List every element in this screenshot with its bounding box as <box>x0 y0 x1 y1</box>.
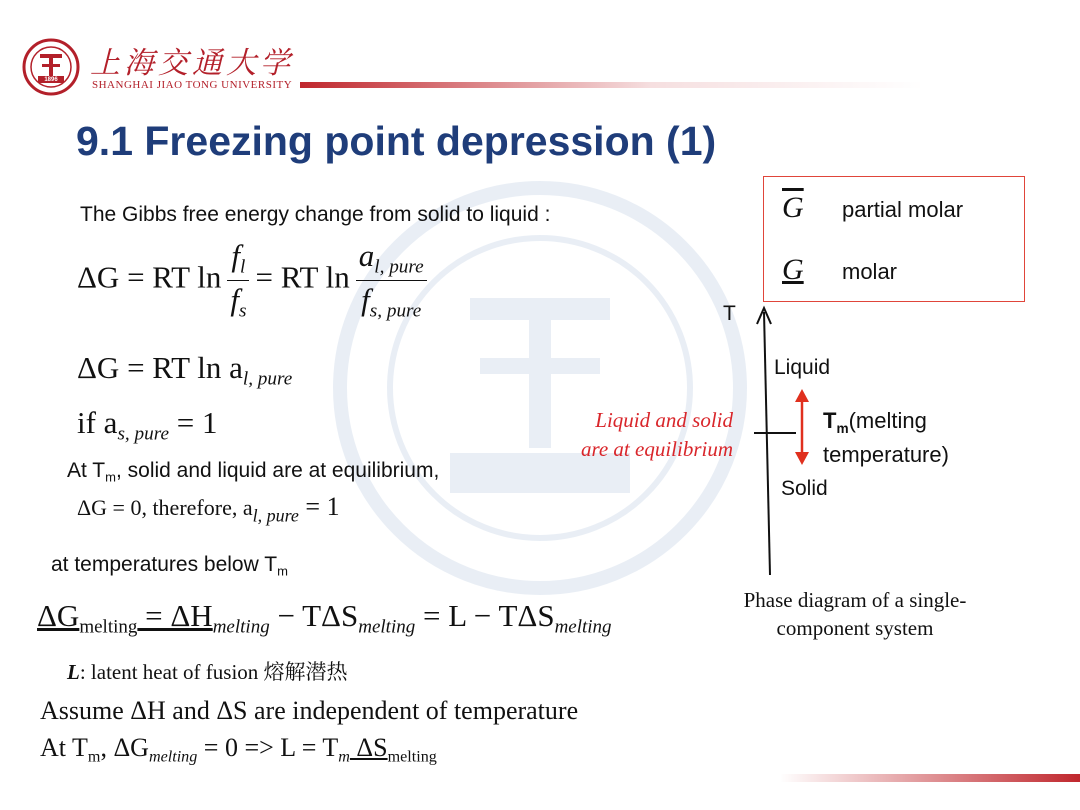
molar-symbol: G <box>782 253 804 286</box>
frac1-den: f <box>230 281 239 317</box>
assumption-text: Assume ΔH and ΔS are independent of temperature <box>40 696 579 725</box>
temperature-axis-label: T <box>723 302 736 325</box>
final-sub2: melting <box>148 748 198 766</box>
slide-title: 9.1 Freezing point depression (1) <box>76 118 717 164</box>
eq5-minus: − TΔS <box>269 598 359 633</box>
melting-temperature-label <box>823 408 949 468</box>
latent-text: : latent heat of fusion 熔解潜热 <box>79 660 348 684</box>
below-tm-text <box>51 553 288 579</box>
final-sub3: m <box>338 748 350 766</box>
melting-gibbs-equation <box>37 598 612 639</box>
latent-label: L <box>67 660 80 684</box>
eq1-mid: = RT ln <box>255 259 350 295</box>
tm-sub: m <box>836 420 849 436</box>
phase-diagram-caption <box>705 586 1005 642</box>
university-seal-icon <box>22 38 80 96</box>
frac2-num: a <box>358 238 375 273</box>
caption-line2: component system <box>776 616 934 640</box>
eq5-ds2-sub: melting <box>554 616 612 638</box>
frac2-den: f <box>361 281 370 317</box>
zero-gibbs-equation <box>77 492 340 526</box>
tm-rest1: (melting <box>848 408 927 433</box>
frac1-den-sub: s <box>238 300 247 322</box>
header-gradient-bar <box>300 82 1080 88</box>
tm-rest2: temperature) <box>823 441 949 467</box>
eq3-prefix: if a <box>77 405 118 440</box>
logo-english-name: SHANGHAI JIAO TONG UNIVERSITY <box>92 79 293 91</box>
temperature-axis <box>764 312 770 575</box>
equilibrium-statement <box>67 459 439 485</box>
university-logo <box>22 38 312 96</box>
gibbs-activity-equation <box>77 350 292 391</box>
below-sub: m <box>277 563 288 579</box>
tm-label: T <box>823 408 837 433</box>
eq5-dh-sub: melting <box>212 616 270 638</box>
at-tm-pre: At T <box>67 459 106 482</box>
latent-heat-definition <box>67 656 348 686</box>
logo-chinese-name: 上海交通大学 <box>90 46 294 81</box>
eq3-suffix: = 1 <box>169 405 218 440</box>
equilibrium-line2: are at equilibrium <box>580 437 733 461</box>
molar-label: molar <box>842 259 898 284</box>
eq4-text: ΔG = 0, therefore, a <box>77 495 253 520</box>
final-post2: ΔS <box>349 733 388 762</box>
eq2-sub: l, pure <box>242 368 293 390</box>
at-tm-sub: m <box>105 469 116 485</box>
partial-molar-label: partial molar <box>842 197 964 222</box>
seal-year: 1896 <box>44 77 58 83</box>
eq3-sub: s, pure <box>117 423 170 445</box>
frac1-num-sub: l <box>240 256 246 278</box>
final-pre: At T <box>40 733 88 762</box>
equilibrium-line1: Liquid and solid <box>595 408 733 432</box>
final-sub1: m <box>87 748 101 766</box>
final-post1: = 0 => L = T <box>197 733 339 762</box>
at-tm-post: , solid and liquid are at equilibrium, <box>115 459 440 482</box>
intro-text: The Gibbs free energy change from solid to liquid : <box>80 203 551 226</box>
solid-activity-condition <box>77 405 218 446</box>
notation-legend <box>763 176 1025 302</box>
eq4-sub: l, pure <box>252 505 299 526</box>
partial-molar-symbol: $\overline{G}$ <box>782 191 804 224</box>
arrow-down-icon <box>795 452 809 465</box>
footer-gradient-bar <box>780 774 1080 782</box>
fugacity-ratio <box>227 240 249 321</box>
final-sub4: melting <box>387 748 437 766</box>
latent-heat-equation <box>40 733 437 767</box>
final-mid: , ΔG <box>100 733 149 762</box>
frac2-num-sub: l, pure <box>374 256 424 278</box>
eq5-dg-sub: melting <box>79 616 138 638</box>
eq5-eq: = ΔH <box>137 598 213 633</box>
eq5-eq2: = L − TΔS <box>415 598 555 633</box>
axis-arrow-icon <box>757 308 771 324</box>
eq4-suffix: = 1 <box>298 492 340 521</box>
eq2-text: ΔG = RT ln a <box>77 350 243 385</box>
arrow-up-icon <box>795 389 809 402</box>
equilibrium-annotation <box>545 406 733 464</box>
gibbs-equation <box>77 240 433 321</box>
caption-line1: Phase diagram of a single- <box>743 588 967 612</box>
eq5-ds-sub: melting <box>358 616 416 638</box>
eq1-lhs: ΔG = RT ln <box>77 259 222 295</box>
eq5-dg: ΔG <box>37 598 80 633</box>
frac1-num: f <box>231 238 241 273</box>
activity-ratio <box>356 240 427 321</box>
below-text: at temperatures below T <box>51 553 278 576</box>
frac2-den-sub: s, pure <box>369 300 422 322</box>
solid-label: Solid <box>781 477 828 500</box>
liquid-label: Liquid <box>774 356 831 379</box>
